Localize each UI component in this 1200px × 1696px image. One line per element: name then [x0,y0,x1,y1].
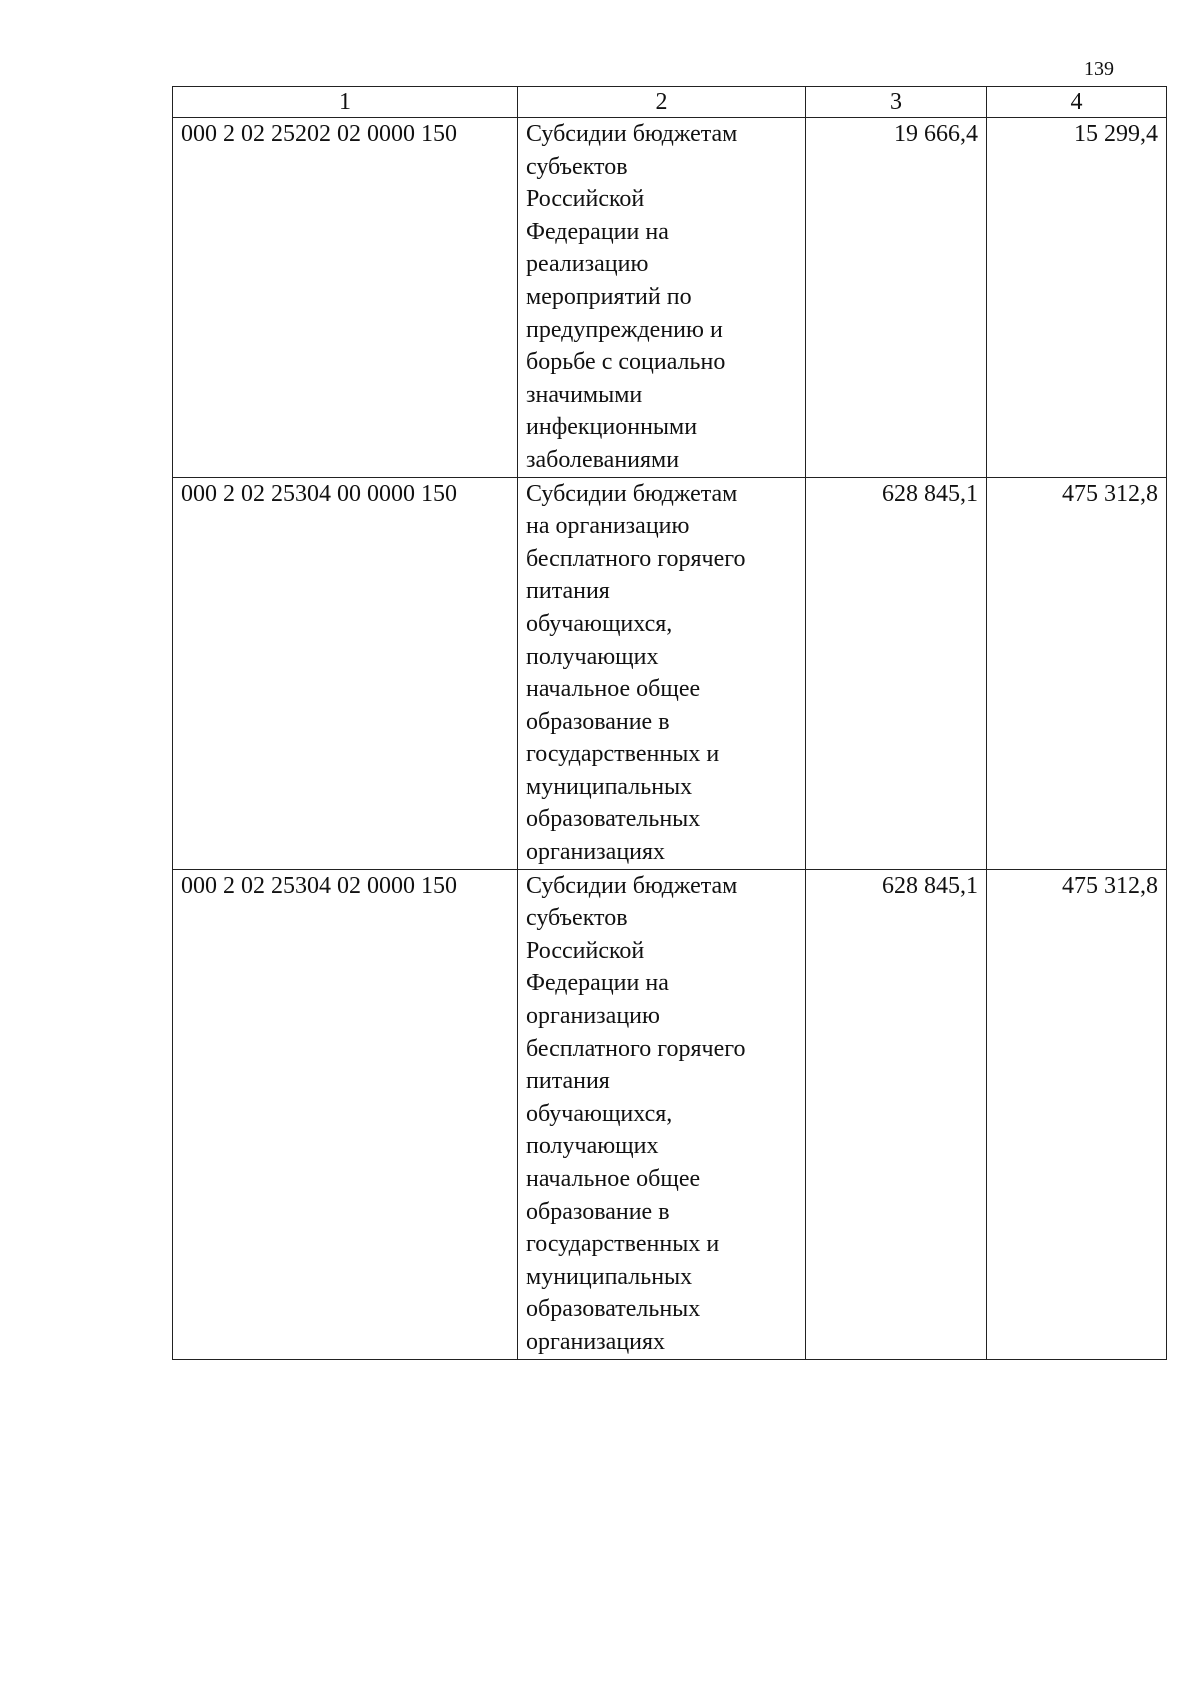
column-header: 4 [987,87,1167,118]
table-row [173,118,1167,478]
table-row [173,477,1167,869]
budget-code-cell: 000 2 02 25304 00 0000 150 [173,477,518,869]
budget-table [172,86,1167,1360]
amount-col3-cell: 628 845,1 [806,869,987,1359]
amount-col4-cell: 475 312,8 [987,477,1167,869]
amount-col3-cell: 628 845,1 [806,477,987,869]
column-header: 2 [518,87,806,118]
description-cell: Субсидии бюджетам субъектов Российской Федерации на реализацию мероприятий по предупреждению и борьбе с социально значимыми инфекционными заболеваниями [518,118,806,478]
table-header-row [173,87,1167,118]
amount-col3-cell: 19 666,4 [806,118,987,478]
page-number: 139 [1084,58,1114,80]
amount-col4-cell: 15 299,4 [987,118,1167,478]
budget-code-cell: 000 2 02 25304 02 0000 150 [173,869,518,1359]
column-header: 3 [806,87,987,118]
description-cell: Субсидии бюджетам на организацию бесплатного горячего питания обучающихся, получающих начальное общее образование в государственных и муниципальных образовательных организациях [518,477,806,869]
description-cell: Субсидии бюджетам субъектов Российской Федерации на организацию бесплатного горячего питания обучающихся, получающих начальное общее образование в государственных и муниципальных образовательных организациях [518,869,806,1359]
column-header: 1 [173,87,518,118]
amount-col4-cell: 475 312,8 [987,869,1167,1359]
table-row [173,869,1167,1359]
budget-code-cell: 000 2 02 25202 02 0000 150 [173,118,518,478]
